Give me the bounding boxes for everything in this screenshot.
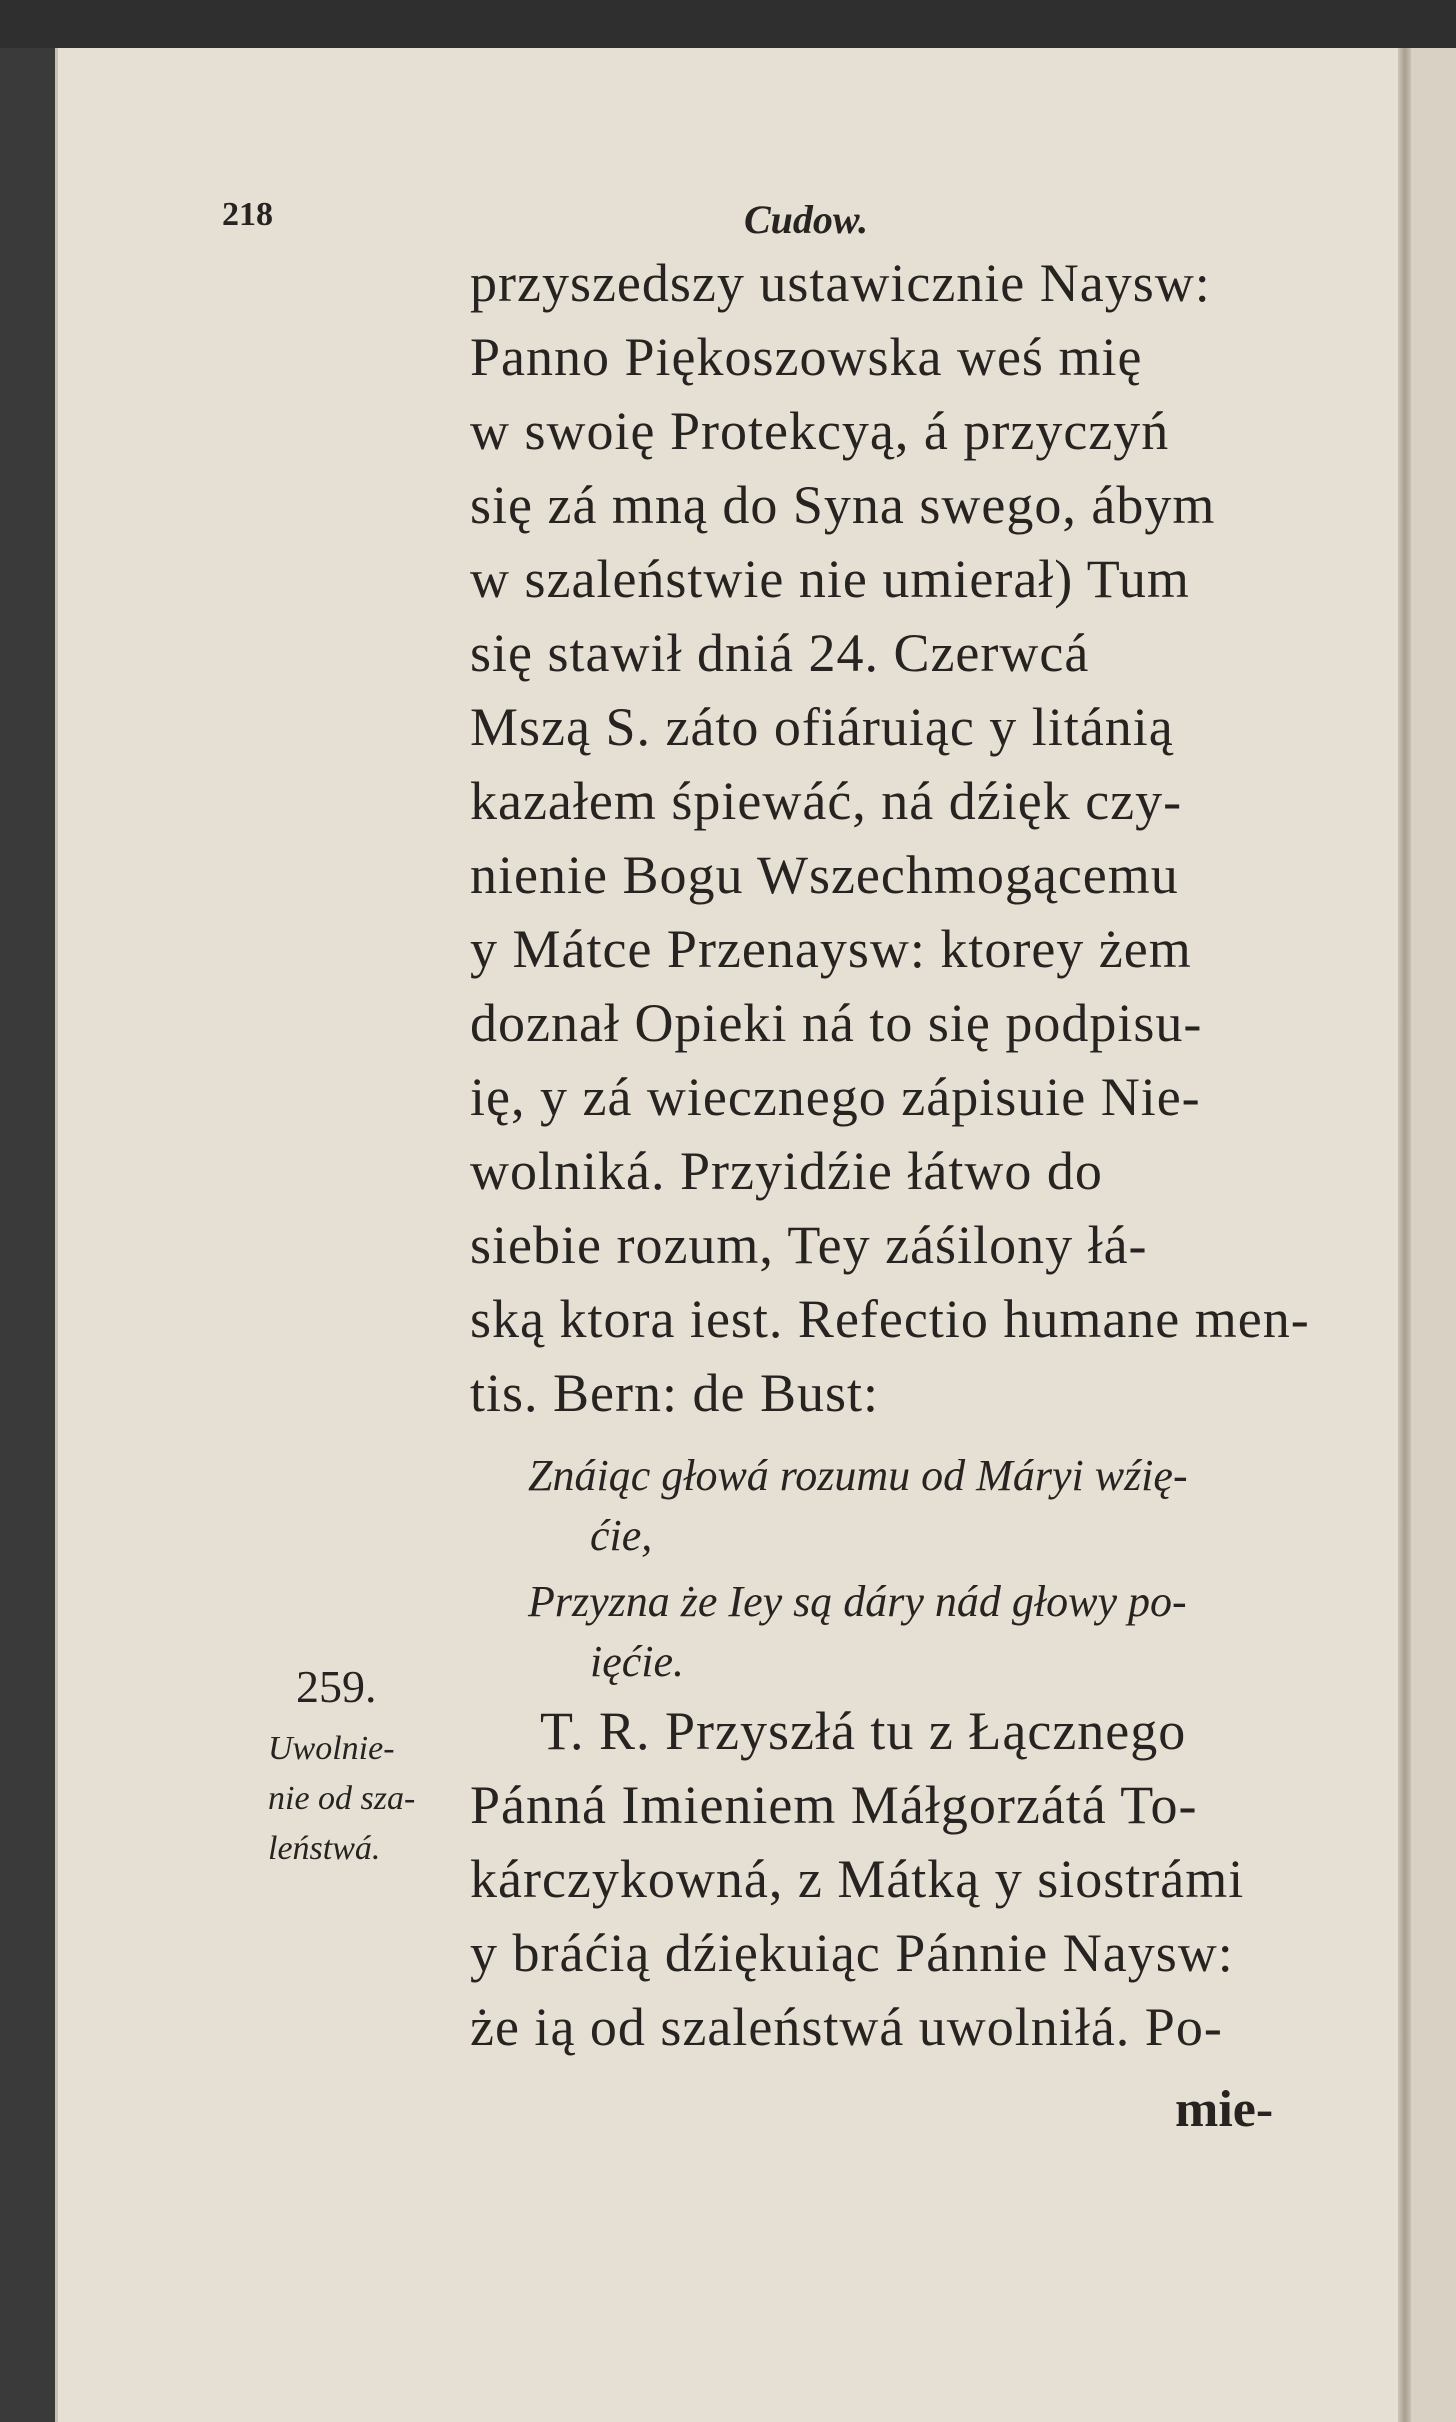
running-head: Cudow. <box>744 197 869 242</box>
body-line: w swoię Protekcyą, á przyczyń <box>470 401 1170 461</box>
margin-note-line: leństwá. <box>268 1830 381 1867</box>
verse-line: Znáiąc głowá rozumu od Máryi wźię- <box>528 1451 1188 1500</box>
body-line: siebie rozum, Tey záśilony łá- <box>470 1215 1148 1275</box>
body-line: kazałem śpiewáć, ná dźięk czy- <box>470 771 1183 831</box>
verse-line: Przyzna że Iey są dáry nád głowy po- <box>528 1577 1187 1626</box>
margin-note-line: Uwolnie- <box>268 1730 395 1767</box>
body-line: się zá mną do Syna swego, ábym <box>470 475 1216 535</box>
body-line: nienie Bogu Wszechmogącemu <box>470 845 1179 905</box>
body-line: ską ktora iest. Refectio humane men- <box>470 1289 1310 1349</box>
entry-number: 259. <box>296 1661 377 1712</box>
book-gutter <box>1398 48 1412 2422</box>
body-line: Panno Piękoszowska weś mię <box>470 327 1143 387</box>
scan-top-border <box>0 0 1456 48</box>
body-line: przyszedszy ustawicznie Naysw: <box>470 253 1211 313</box>
entry-line: y bráćią dźiękuiąc Pánnie Naysw: <box>470 1923 1234 1983</box>
facing-page-edge <box>1411 48 1456 2422</box>
entry-line: kárczykowná, z Mátką y siostrámi <box>470 1849 1245 1909</box>
body-line: w szaleństwie nie umierał) Tum <box>470 549 1190 609</box>
body-line: ię, y zá wiecznego zápisuie Nie- <box>470 1067 1201 1127</box>
margin-note-line: nie od sza- <box>268 1780 416 1817</box>
body-line: doznał Opieki ná to się podpisu- <box>470 993 1203 1053</box>
entry-line: że ią od szaleństwá uwolniłá. Po- <box>470 1997 1223 2057</box>
body-line: Mszą S. záto ofiáruiąc y litánią <box>470 697 1174 757</box>
verse-line: ięćie. <box>590 1637 685 1686</box>
verse-line: ćie, <box>590 1511 653 1560</box>
body-line: tis. Bern: de Bust: <box>470 1363 879 1423</box>
page-number: 218 <box>222 196 273 233</box>
entry-line: Pánná Imieniem Máłgorzátá To- <box>470 1775 1198 1835</box>
catchword: mie- <box>1175 2081 1274 2138</box>
entry-line: T. R. Przyszłá tu z Łącznego <box>540 1701 1187 1761</box>
body-line: wolniká. Przyidźie łátwo do <box>470 1141 1103 1201</box>
body-line: się stawił dniá 24. Czerwcá <box>470 623 1090 683</box>
body-line: y Mátce Przenaysw: ktorey żem <box>470 919 1192 979</box>
